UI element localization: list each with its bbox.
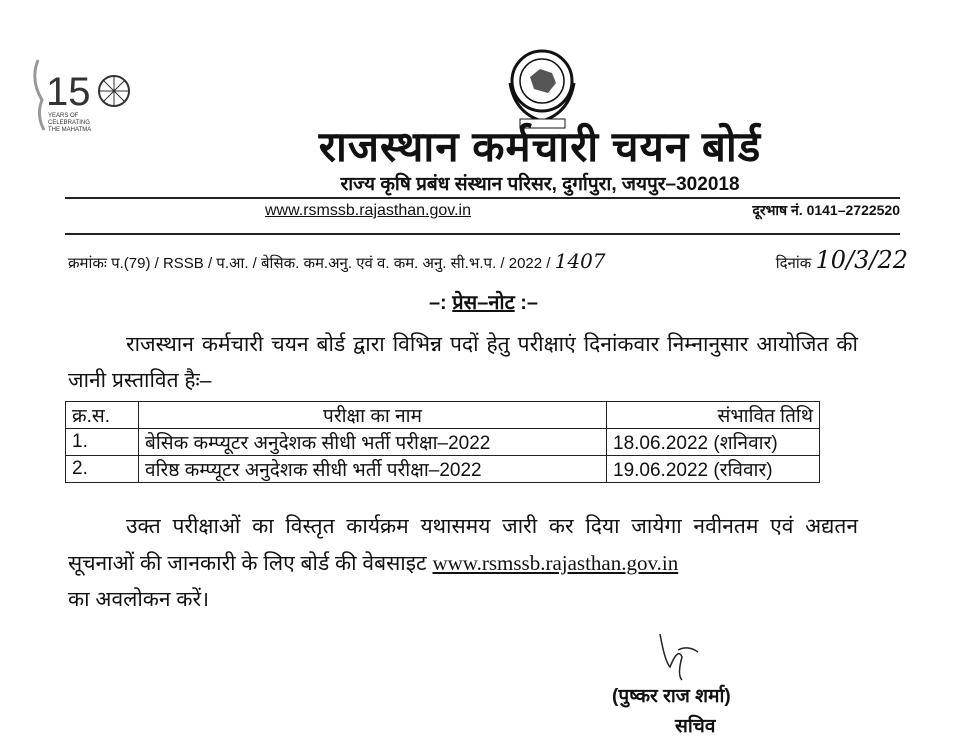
serial: 1. (66, 429, 139, 456)
table-row (66, 429, 820, 456)
handwritten-number: 1407 (554, 249, 606, 273)
press-note-heading (0, 288, 967, 315)
exam-date: 18.06.2022 (शनिवार) (607, 429, 820, 456)
intro-paragraph: राजस्थान कर्मचारी चयन बोर्ड द्वारा विभिन्न पदों हेतु परीक्षाएं दिनांकवार निम्नानुसार आयोजित की जानी प्रस्तावित हैः– (68, 333, 858, 392)
svg-text:THE MAHATMA: THE MAHATMA (48, 127, 92, 133)
reference-text: क्रमांकः प.(79) / RSSB / प.आ. / बेसिक. कम.अनु. एवं व. कम. अनु. सी.भ.प. / 2022 / (68, 255, 551, 272)
closing-text: उक्त परीक्षाओं का विस्तृत कार्यक्रम यथासमय जारी कर दिया जायेगा नवीनतम एवं अद्यतन सूचनाओं की जानकारी के लिए बोर्ड की वेबसाइट (68, 515, 858, 575)
date (776, 246, 908, 274)
signatory-designation: सचिव (675, 716, 716, 737)
contact-row (265, 201, 900, 220)
svg-text:YEARS OF: YEARS OF (48, 113, 79, 119)
svg-text:CELEBRATING: CELEBRATING (48, 120, 90, 126)
document-body (68, 246, 908, 738)
board-address: राज्य कृषि प्रबंध संस्थान परिसर, दुर्गापुरा, जयपुर–302018 (340, 174, 740, 195)
svg-text:15: 15 (46, 70, 91, 114)
closing-website-link[interactable]: www.rsmssb.rajasthan.gov.in (432, 551, 679, 575)
header-exam-name: परीक्षा का नाम (139, 402, 607, 429)
divider (65, 233, 900, 235)
table-header-row (66, 402, 820, 429)
signatory-name: (पुष्कर राज शर्मा) (612, 686, 731, 707)
phone-number: दूरभाष नं. 0141–2722520 (752, 202, 900, 218)
signature (650, 632, 730, 682)
closing-paragraph (68, 509, 858, 618)
board-title: राजस्थान कर्मचारी चयन बोर्ड (318, 123, 762, 170)
table-row (66, 456, 820, 483)
exam-date: 19.06.2022 (रविवार) (607, 456, 820, 483)
date-value: 10/3/22 (815, 246, 908, 274)
heading-prefix: –: (428, 292, 447, 314)
header-date: संभावित तिथि (607, 402, 820, 429)
exam-schedule-table (65, 401, 820, 483)
gandhi-150-logo (30, 55, 140, 135)
heading-text: प्रेस–नोट (452, 292, 515, 314)
reference-row (68, 246, 908, 274)
closing-tail: का अवलोकन करें। (68, 588, 210, 611)
signature-block (612, 632, 872, 738)
date-label: दिनांक (775, 255, 812, 272)
exam-name: बेसिक कम्प्यूटर अनुदेशक सीधी भर्ती परीक्षा–2022 (139, 429, 607, 456)
header-serial: क्र.स. (66, 402, 139, 429)
divider (65, 197, 900, 199)
website-link[interactable]: www.rsmssb.rajasthan.gov.in (265, 202, 471, 219)
exam-name: वरिष्ठ कम्प्यूटर अनुदेशक सीधी भर्ती परीक्षा–2022 (139, 456, 607, 483)
reference-number (68, 249, 760, 273)
serial: 2. (66, 456, 139, 483)
heading-suffix: :– (520, 292, 539, 314)
